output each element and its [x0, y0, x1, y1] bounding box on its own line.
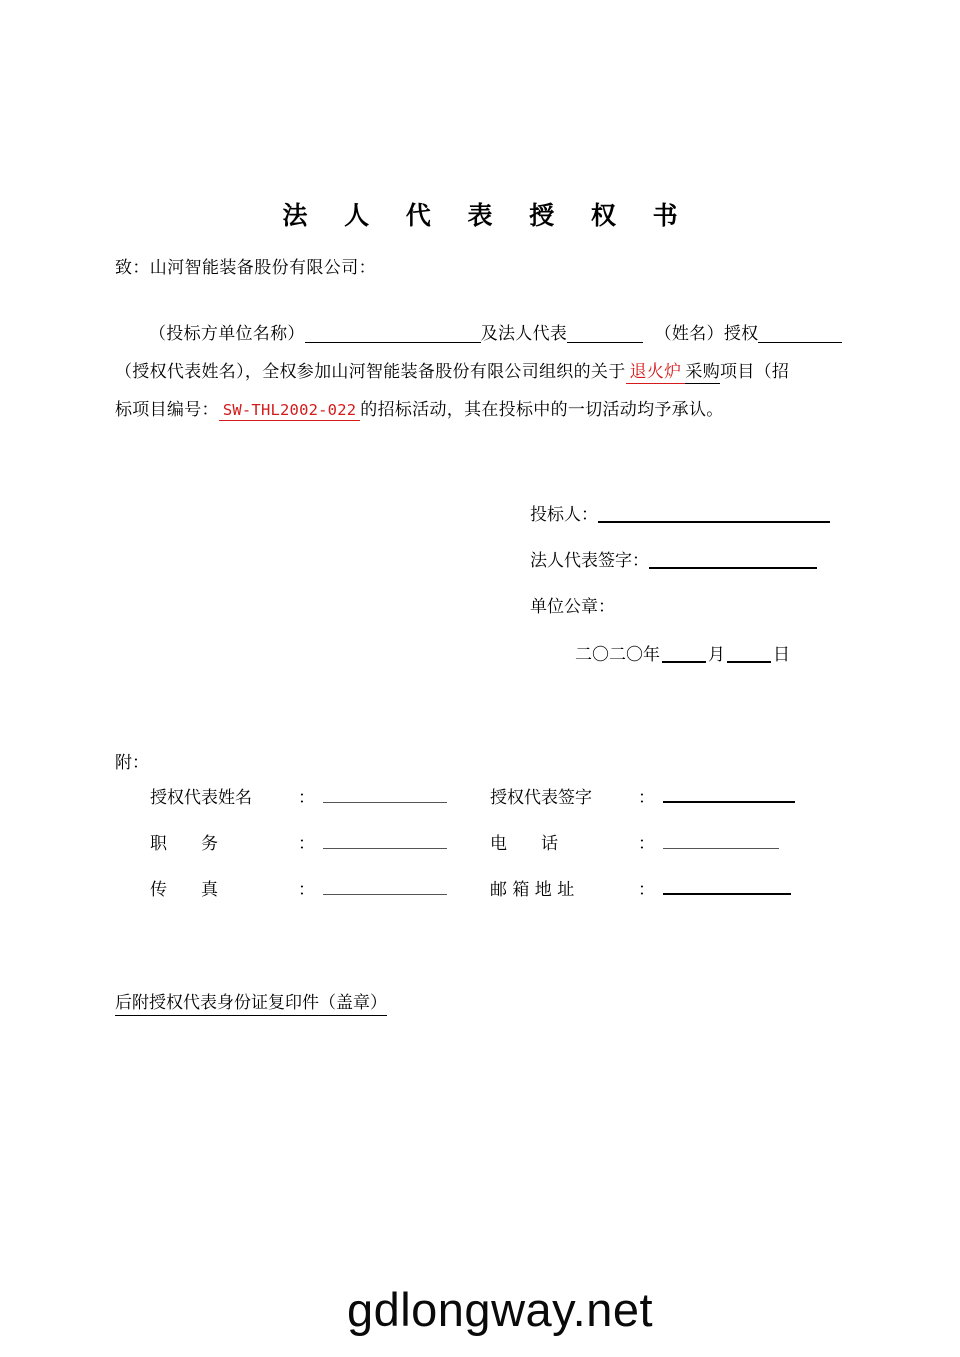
bidder-unit-name-label: （投标方单位名称） [149, 324, 305, 344]
field-telephone [490, 829, 850, 854]
authorized-rep-signature-input[interactable] [663, 787, 795, 803]
legal-rep-signature-blank[interactable] [649, 553, 817, 569]
email-address-label: 邮 箱 地 址 [490, 880, 575, 900]
telephone-input[interactable] [663, 834, 779, 849]
procurement-word: 采购 [685, 362, 721, 382]
fax-input[interactable] [323, 880, 447, 895]
attachment-row [150, 783, 890, 829]
legal-rep-name-blank[interactable] [567, 327, 643, 343]
authorized-rep-signature-label: 授权代表签字 [490, 788, 592, 808]
telephone-colon: ： [638, 834, 655, 854]
attachment-heading: 附： [115, 753, 149, 773]
position-colon: ： [298, 834, 315, 854]
project-code-value[interactable]: SW-THL2002-022 [219, 401, 360, 421]
attachment-row [150, 875, 890, 921]
authorized-rep-signature-colon: ： [638, 788, 655, 808]
fax-colon: ： [298, 880, 315, 900]
project-code-label: 标项目编号： [115, 400, 219, 420]
field-position [150, 829, 490, 854]
date-year-label: 二〇二〇年 [575, 645, 660, 665]
attachment-fields [150, 783, 890, 921]
site-watermark: gdlongway.net [346, 1283, 654, 1336]
bidder-signature-blank[interactable] [598, 507, 830, 523]
body-paragraph [115, 315, 890, 429]
signature-block [530, 500, 830, 638]
project-name-value[interactable]: 退火炉 [626, 362, 686, 384]
authorized-rep-name-input[interactable] [323, 788, 447, 803]
signature-row-seal [530, 592, 830, 638]
date-day-label: 日 [773, 645, 790, 665]
page-title: 法 人 代 表 授 权 书 [282, 201, 692, 230]
field-email-address [490, 875, 850, 900]
field-authorized-rep-signature [490, 783, 850, 808]
legal-rep-signature-label: 法人代表签字： [530, 551, 649, 571]
attachment-row [150, 829, 890, 875]
fax-label: 传 真 [150, 880, 218, 900]
salutation-line: 致：山河智能装备股份有限公司： [115, 258, 376, 278]
body-line-3 [115, 391, 890, 429]
legal-rep-label: 及法人代表 [480, 324, 568, 344]
position-input[interactable] [323, 834, 447, 849]
signature-row-bidder [530, 500, 830, 546]
company-seal-label: 单位公章： [530, 597, 615, 617]
date-month-blank[interactable] [662, 647, 706, 663]
body-line-1 [115, 315, 890, 353]
authorized-rep-clause: （授权代表姓名），全权参加山河智能装备股份有限公司组织的关于 [115, 362, 626, 382]
bidder-unit-name-blank[interactable] [305, 327, 481, 343]
attachment-footnote: 后附授权代表身份证复印件（盖章） [115, 988, 387, 1016]
date-day-blank[interactable] [727, 647, 771, 663]
signature-row-legal-rep [530, 546, 830, 592]
body-line-2 [115, 353, 890, 391]
field-authorized-rep-name [150, 783, 490, 808]
position-label: 职 务 [150, 834, 218, 854]
field-fax [150, 875, 490, 900]
acknowledgement-text: 的招标活动，其在投标中的一切活动均予承认。 [360, 400, 724, 420]
email-address-input[interactable] [663, 879, 791, 895]
telephone-label: 电 话 [490, 834, 558, 854]
project-suffix-text: 项目（招 [720, 362, 790, 382]
name-authorize-label: （姓名）授权 [654, 324, 759, 344]
email-address-colon: ： [638, 880, 655, 900]
bidder-field-label: 投标人： [530, 505, 598, 525]
authorized-rep-name-label: 授权代表姓名 [150, 788, 252, 808]
authorized-rep-name-colon: ： [298, 788, 315, 808]
date-line [575, 640, 790, 665]
authorized-person-blank[interactable] [758, 327, 842, 343]
date-month-label: 月 [708, 645, 725, 665]
